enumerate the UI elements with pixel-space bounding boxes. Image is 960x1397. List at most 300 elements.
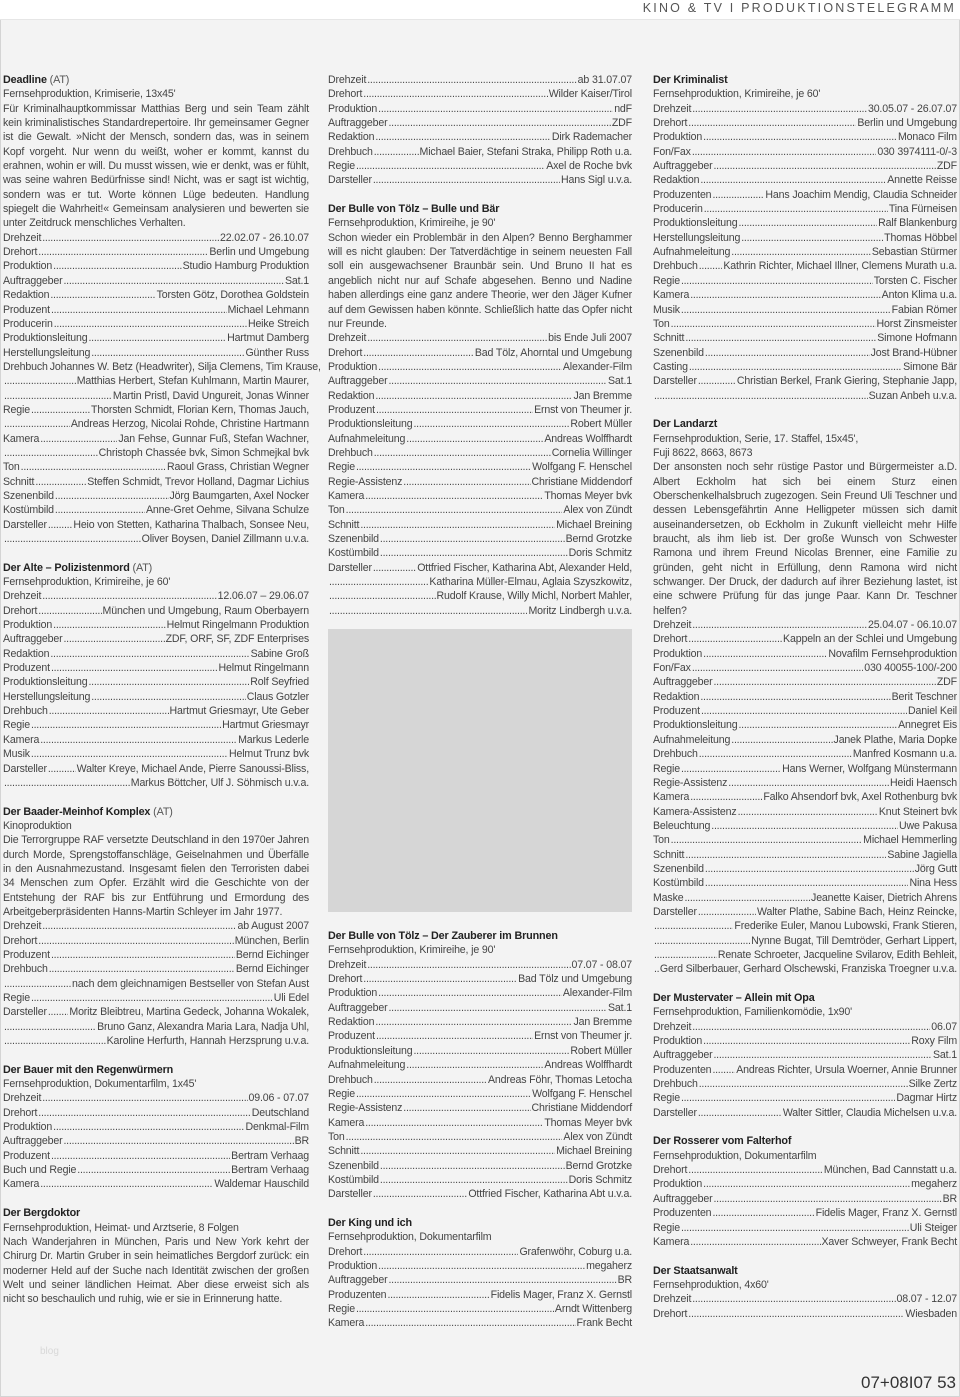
leader-dots: [713, 1192, 941, 1206]
credit-row: [653, 647, 957, 661]
credit-label: Produktionsleitung: [328, 418, 413, 431]
credit-row: [653, 360, 957, 374]
credit-label: Drehort: [328, 973, 363, 986]
credit-label: Drehzeit: [653, 619, 692, 632]
credit-row: [328, 432, 632, 446]
credit-label: Drehzeit: [653, 1293, 692, 1306]
credit-value: Berit Teschner: [891, 690, 957, 703]
leader-dots: [375, 1015, 572, 1029]
credit-label: Redaktion: [3, 289, 50, 302]
credit-row: [328, 575, 632, 589]
entry-subtitle: Fernsehproduktion, Krimiserie, 13x45': [3, 88, 176, 101]
credit-value: Frank Becht: [576, 1317, 632, 1330]
leader-dots: [38, 934, 233, 948]
credit-label: Darsteller: [328, 174, 372, 187]
credit-value: Annette Reisse: [887, 174, 957, 187]
title-text: Der Baader-Meinhof Komplex: [3, 805, 151, 818]
credit-value: Michael Lehmann: [227, 303, 309, 316]
credit-row: [653, 1307, 957, 1321]
credit-value: Hans Sigl u.v.a.: [560, 174, 632, 187]
credit-value: Torsten Götz, Dorothea Goldstein: [156, 289, 309, 302]
credit-row: [328, 604, 632, 618]
credit-row: [328, 1173, 632, 1187]
credit-value: Thomas Meyer bvk: [544, 489, 632, 502]
leader-dots: [700, 173, 886, 187]
credit-label: Darsteller: [653, 375, 697, 388]
leader-dots: [692, 1292, 895, 1306]
credit-value: Andreas Richter, Ursula Woerner, Annie Brunner: [736, 1063, 957, 1076]
credit-label: Auftraggeber: [328, 1001, 388, 1014]
credit-value: Wolfgang F. Henschel: [532, 1087, 632, 1100]
credit-row: [3, 231, 309, 245]
credit-value: Anne-Gret Oehme, Silvana Schulze: [145, 504, 309, 517]
leader-dots: [4, 446, 98, 460]
credit-label: Ton: [328, 1130, 345, 1143]
credit-row: [653, 202, 957, 216]
title-suffix: (AT): [49, 74, 70, 86]
credit-row: [653, 862, 957, 876]
credit-value: Deutschland: [251, 1106, 309, 1119]
credit-value: Johannes W. Betz (Headwriter), Silja Clemens, Tim Krause,: [49, 360, 321, 373]
leader-dots: [654, 934, 750, 948]
credit-row: [653, 1163, 957, 1177]
leader-dots: [40, 432, 117, 446]
credit-row: [653, 346, 957, 360]
leader-dots: [50, 647, 249, 661]
entry-subtitle: Fernsehproduktion, Krimireihe, je 60': [3, 576, 171, 589]
credit-value: Dagmar Hirtz: [896, 1092, 957, 1105]
leader-dots: [704, 202, 888, 216]
credit-value: Andreas Wolffhardt: [544, 432, 632, 445]
credit-label: Produktion: [3, 260, 53, 273]
credit-label: Musik: [3, 748, 30, 761]
leader-dots: [699, 747, 852, 761]
credit-value: ndF: [614, 102, 632, 115]
credit-value: ZDF: [611, 117, 632, 130]
credit-value: München, Bad Cannstatt u.a.: [823, 1164, 957, 1177]
credit-value: bis Ende Juli 2007: [548, 332, 632, 345]
leader-dots: [703, 1177, 910, 1191]
credit-row: [328, 589, 632, 603]
credit-row: [653, 130, 957, 144]
title-text: Der Alte – Polizistenmord: [3, 561, 130, 574]
credit-label: Kostümbild: [328, 1173, 379, 1186]
credit-row: [3, 374, 309, 388]
credit-row: [328, 986, 632, 1000]
leader-dots: [692, 102, 867, 116]
credit-value: Ernst von Theumer jr.: [534, 403, 632, 416]
leader-dots: [4, 532, 141, 546]
credit-row: [653, 661, 957, 675]
credit-row: [653, 948, 957, 962]
leader-dots: [365, 1116, 543, 1130]
credit-row: [653, 245, 957, 259]
entry-title: [3, 1206, 309, 1220]
credit-value: München, Berlin: [234, 934, 309, 947]
credit-label: Redaktion: [328, 1016, 375, 1029]
credit-value: Markus Lederle: [238, 733, 309, 746]
entry-subtitle: Fernsehproduktion, Dokumentarfilm, 1x45': [3, 1078, 197, 1091]
credit-row: [653, 389, 957, 403]
credit-row: [3, 647, 309, 661]
leader-dots: [712, 188, 764, 202]
credit-value: Andreas Herzog, Nicolai Rohde, Christine Hartmann: [70, 418, 309, 431]
credit-value: Silke Zertz: [908, 1078, 957, 1091]
leader-dots: [731, 245, 871, 259]
credit-row: [653, 819, 957, 833]
credit-value: Renate Schroeter, Jacqueline Svilarov, Edith Behleit,: [717, 948, 957, 961]
leader-dots: [42, 1091, 247, 1105]
entry-title: [328, 1216, 632, 1230]
credit-row: [653, 1048, 957, 1062]
credit-row: [653, 1192, 957, 1206]
leader-dots: [48, 762, 76, 776]
credit-value: Annegret Eis: [898, 719, 957, 732]
credit-label: Auftraggeber: [653, 676, 713, 689]
credit-row: [653, 776, 957, 790]
leader-dots: [738, 805, 878, 819]
credit-label: Regie: [653, 274, 680, 287]
production-entry: [3, 73, 321, 546]
leader-dots: [329, 589, 436, 603]
credit-label: Buch und Regie: [3, 1164, 77, 1177]
credit-value: Simone Bär: [903, 360, 957, 373]
credit-label: Produzent: [653, 705, 700, 718]
credit-row: [653, 962, 957, 976]
leader-dots: [692, 145, 877, 159]
credit-value: Fidelis Mager, Franz X. Gernstl: [490, 1288, 632, 1301]
production-entry: [653, 1264, 957, 1321]
leader-dots: [705, 862, 914, 876]
leader-dots: [688, 632, 782, 646]
credit-row: [653, 905, 957, 919]
credit-value: ab 31.07.07: [577, 74, 632, 86]
entry-description: Die Terrorgruppe RAF versetzte Deutschland in den 1970er Jahren durch Morde, Sprengstoffanschläge, Geiselnahmen und Überfälle in den Ausnahmezustand. Insgesamt fielen den Terroristen dabei 34 Menschen zum Opfer. Erzählt wird die Geschichte von der Entstehung der RAF bis zur Entführung und Ermordung des Arbeitgeberpräsidenten Hanns-Martin Schleyer im Jahr 1977.: [3, 834, 309, 918]
credit-label: Fon/Fax: [653, 662, 691, 675]
credit-value: 030 40055-100/-200: [864, 662, 957, 675]
credit-value: Helmut Ringelmann: [218, 662, 309, 675]
credit-row: [328, 403, 632, 417]
entry-subtitle: Kinoproduktion: [3, 819, 72, 832]
leader-dots: [367, 73, 576, 87]
leader-dots: [654, 919, 733, 933]
production-entry: [3, 1206, 309, 1306]
leader-dots: [356, 1087, 531, 1101]
credit-label: Produktionsleitung: [653, 217, 738, 230]
leader-dots: [681, 303, 891, 317]
credit-value: Robert Müller: [570, 418, 632, 431]
credit-value: Frederike Euler, Manou Lubowski, Frank Stieren,: [734, 920, 957, 933]
credit-row: [3, 1005, 309, 1019]
credit-label: Schnitt: [328, 518, 360, 531]
credit-label: Drehzeit: [653, 1020, 692, 1033]
credit-label: Regie-Assistenz: [328, 1102, 403, 1115]
credit-row: [3, 475, 309, 489]
leader-dots: [406, 432, 543, 446]
leader-dots: [403, 475, 530, 489]
title-text: Der Bulle von Tölz – Der Zauberer im Brunnen: [328, 930, 558, 943]
credit-row: [653, 1020, 957, 1034]
leader-dots: [35, 475, 86, 489]
watermark: blog: [40, 1346, 59, 1357]
production-entry: [653, 417, 957, 976]
leader-dots: [705, 346, 870, 360]
credit-value: Andreas Wolffhardt: [544, 1059, 632, 1072]
leader-dots: [375, 130, 550, 144]
credit-row: [328, 1029, 632, 1043]
credit-label: Produzenten: [653, 188, 712, 201]
leader-dots: [388, 1273, 616, 1287]
credit-label: Aufnahmeleitung: [653, 733, 731, 746]
leader-dots: [31, 403, 90, 417]
credit-label: Drehort: [328, 346, 363, 359]
credit-value: Falko Ahsendorf bvk, Axel Rothenburg bvk: [763, 791, 957, 804]
column-3: [653, 73, 957, 1335]
credit-label: Redaktion: [328, 389, 375, 402]
credit-label: Drehzeit: [328, 332, 367, 345]
credit-label: Produzenten: [653, 1063, 712, 1076]
credit-value: Sebastian Stürmer: [871, 246, 957, 259]
credit-label: Ton: [653, 317, 670, 330]
credit-value: Alex von Zündt: [563, 1130, 632, 1143]
credit-value: Waldemar Hauschild: [214, 1178, 309, 1191]
credit-value: Arndt Wittenberg: [554, 1303, 632, 1315]
entry-title: [3, 805, 309, 819]
credit-label: Produktion: [3, 619, 53, 632]
leader-dots: [91, 690, 246, 704]
credit-label: Ton: [3, 461, 20, 474]
credit-value: Janek Plathe, Maria Dopke: [833, 733, 957, 746]
credit-value: Grafenwöhr, Coburg u.a.: [519, 1245, 632, 1258]
credit-row: [3, 962, 309, 976]
leader-dots: [380, 1159, 565, 1173]
leader-dots: [363, 346, 474, 360]
production-entry: [328, 929, 632, 1202]
credit-label: Kostümbild: [328, 547, 379, 560]
credit-label: Herstellungsleitung: [3, 346, 91, 359]
entry-title: [3, 1063, 309, 1077]
entry-subtitle: Fuji 8622, 8663, 8673: [653, 446, 753, 459]
credit-row: [328, 1130, 632, 1144]
credit-value: Horst Zinsmeister: [876, 317, 957, 330]
credit-row: [3, 360, 321, 374]
credit-row: [653, 805, 957, 819]
leader-dots: [77, 1163, 230, 1177]
leader-dots: [700, 690, 890, 704]
leader-dots: [51, 1149, 230, 1163]
leader-dots: [4, 389, 112, 403]
credit-row: [3, 389, 309, 403]
credit-row: [653, 145, 957, 159]
credit-label: Ton: [653, 834, 670, 847]
credit-label: Regie: [328, 160, 355, 173]
title-text: Der Staatsanwalt: [653, 1264, 738, 1277]
credit-value: Uli Steiger: [909, 1221, 957, 1234]
credit-label: Regie: [328, 461, 355, 474]
entry-description: Der ansonsten noch sehr rüstige Pastor und Bürgermeister a.D. Albert Eckholm hat sich bei einem Sturz einen Oberschenkelhalsbruch zugezogen. Sein Freund Uli Teschner und dessen Lebensgefährtin Anne Helligpeter müssen sich damit auseinandersetzen, ob Eckholm in Zukunft vielleicht mehr Hilfe braucht, als ihm lieb ist. Der große Wunsch von Schwester Ramona und ihrem Freund Nicolas Brenner, eine Familie zu gründen, geht nicht in Erfüllung, denn Ramona wird nicht schwanger. Der Druck, der dadurch auf ihrer Beziehung lastet, ist eine schwere Prüfung für das junge Paar. Kann Dr. Teschner helfen?: [653, 461, 957, 617]
credit-row: [3, 1134, 309, 1148]
leader-dots: [688, 116, 856, 130]
credit-label: Regie: [328, 1087, 355, 1100]
leader-dots: [356, 460, 531, 474]
credit-value: Sabine Groß: [250, 647, 309, 660]
credit-value: Claus Gotzler: [246, 690, 309, 703]
title-text: Der Rosserer vom Falterhof: [653, 1135, 792, 1148]
credit-value: Sat.1: [933, 1049, 957, 1062]
credit-value: Christoph Chassée bvk, Simon Schmejkal bvk: [98, 446, 309, 459]
credit-row: [328, 1245, 632, 1259]
credit-row: [3, 704, 309, 718]
leader-dots: [38, 245, 208, 259]
credit-value: Alexander-Film: [562, 987, 632, 1000]
entry-title: [328, 929, 632, 943]
credit-row: [653, 1106, 957, 1120]
title-text: Der King und ich: [328, 1216, 412, 1229]
credit-label: Casting: [653, 360, 688, 373]
credit-value: Moritz Bleibtreu, Martina Gedeck, Johanna Wokalek,: [69, 1006, 309, 1019]
leader-dots: [681, 1091, 895, 1105]
credit-row: [3, 733, 309, 747]
credit-label: Fon/Fax: [653, 145, 691, 158]
credit-value: Heidi Haensch: [890, 776, 957, 789]
entry-subtitle: Fernsehproduktion, Familienkomödie, 1x90': [653, 1006, 853, 1019]
leader-dots: [63, 632, 164, 646]
credit-row: [3, 245, 309, 259]
credit-row: [3, 331, 309, 345]
credit-row: [328, 159, 632, 173]
credit-row: [653, 690, 957, 704]
credit-label: Regie: [3, 992, 30, 1004]
leader-dots: [31, 718, 221, 732]
leader-dots: [55, 503, 145, 517]
leader-dots: [406, 1058, 543, 1072]
credit-label: Produktion: [328, 360, 378, 373]
credit-label: Auftraggeber: [653, 1049, 713, 1062]
entry-title: [653, 1134, 957, 1148]
leader-dots: [692, 661, 863, 675]
leader-dots: [378, 360, 562, 374]
leader-dots: [685, 331, 876, 345]
leader-dots: [55, 489, 169, 503]
credit-label: Darsteller: [3, 518, 47, 531]
credit-row: [328, 503, 632, 517]
leader-dots: [688, 1307, 904, 1321]
page-folio: 07+08I07 53: [860, 1373, 956, 1392]
leader-dots: [53, 1120, 244, 1134]
credit-value: 25.04.07 - 06.10.07: [867, 619, 957, 632]
leader-dots: [413, 1044, 569, 1058]
leader-dots: [4, 1034, 106, 1048]
credit-value: Hartmut Griesmayr: [222, 719, 309, 732]
credit-row: [328, 73, 632, 87]
credit-value: Bad Tölz, Ahorntal und Umgebung: [474, 346, 632, 359]
credit-value: Christian Berkel, Frank Giering, Stephanie Japp,: [736, 375, 957, 388]
credit-value: Gerd Silberbauer, Gerhard Olschewski, Franziska Troegner u.v.a.: [659, 963, 957, 976]
leader-dots: [705, 876, 909, 890]
leader-dots: [698, 905, 756, 919]
credit-row: [3, 1020, 309, 1034]
credit-value: Sat.1: [285, 274, 309, 287]
leader-dots: [363, 87, 547, 101]
credit-label: Produktion: [653, 647, 703, 660]
credit-label: Kamera: [328, 1317, 365, 1330]
credit-label: Drehort: [653, 1307, 688, 1320]
leader-dots: [378, 102, 613, 116]
production-entry: [3, 561, 309, 791]
credit-label: Redaktion: [328, 131, 375, 144]
leader-dots: [4, 977, 71, 991]
credit-row: [3, 303, 309, 317]
credit-label: Produzent: [3, 662, 50, 675]
credit-row: [3, 1163, 309, 1177]
credit-value: Roxy Film: [911, 1035, 957, 1048]
credit-value: Walter Kreye, Michael Ande, Pierre Sanoussi-Bliss,: [76, 762, 309, 775]
credit-value: ZDF: [936, 160, 957, 173]
credit-label: Kamera: [653, 1235, 690, 1248]
leader-dots: [38, 604, 101, 618]
leader-dots: [690, 288, 880, 302]
credit-row: [328, 972, 632, 986]
credit-label: Auftraggeber: [3, 633, 63, 646]
leader-dots: [360, 518, 555, 532]
leader-dots: [375, 389, 572, 403]
credit-label: Auftraggeber: [653, 1192, 713, 1205]
production-entry: [328, 73, 632, 188]
title-text: Der Bauer mit den Regenwürmern: [3, 1063, 174, 1076]
leader-dots: [699, 1077, 908, 1091]
credit-value: Xaver Schweyer, Frank Becht: [821, 1235, 957, 1248]
credit-label: Drehort: [328, 88, 363, 101]
credit-label: Aufnahmeleitung: [328, 432, 406, 445]
credit-value: Uwe Pakusa: [899, 819, 957, 832]
credit-row: [653, 848, 957, 862]
credit-value: Cornelia Willinger: [551, 446, 632, 459]
leader-dots: [690, 790, 762, 804]
credit-row: [328, 446, 632, 460]
title-text: Der Bulle von Tölz – Bulle und Bär: [328, 203, 500, 216]
credit-row: [653, 1034, 957, 1048]
credit-value: Nina Hess: [909, 877, 957, 890]
credit-row: [3, 661, 309, 675]
credit-value: Matthias Herbert, Stefan Kuhlmann, Martin Maurer,: [76, 375, 309, 388]
credit-value: Christiane Middendorf: [531, 1102, 632, 1115]
credit-label: Produktionsleitung: [3, 332, 88, 345]
credit-row: [3, 432, 309, 446]
credit-label: Produzent: [3, 1149, 50, 1162]
credit-row: [3, 460, 309, 474]
credit-label: Drehzeit: [328, 958, 367, 971]
credit-value: Rudolf Krause, Willy Michl, Norbert Mahler,: [436, 590, 632, 603]
credit-row: [653, 173, 957, 187]
credit-label: Produktion: [328, 1259, 378, 1272]
credit-value: Thorsten Schmidt, Florian Kern, Thomas Jauch,: [91, 403, 309, 416]
credit-label: Beleuchtung: [653, 819, 711, 832]
credit-value: Studio Hamburg Produktion: [182, 260, 309, 273]
credit-label: Drehort: [3, 604, 38, 617]
credit-label: Darsteller: [328, 1188, 372, 1201]
credit-value: Hans Joachim Mendig, Claudia Schneider: [765, 188, 957, 201]
credit-value: Ralf Blankenburg: [878, 217, 957, 230]
credit-row: [328, 1288, 632, 1302]
credit-row: [328, 1087, 632, 1101]
credit-row: [653, 274, 957, 288]
credit-row: [3, 948, 309, 962]
leader-dots: [51, 661, 218, 675]
leader-dots: [654, 389, 868, 403]
credit-value: Rolf Seyfried: [250, 676, 309, 689]
credit-row: [3, 1149, 309, 1163]
credit-row: [653, 188, 957, 202]
